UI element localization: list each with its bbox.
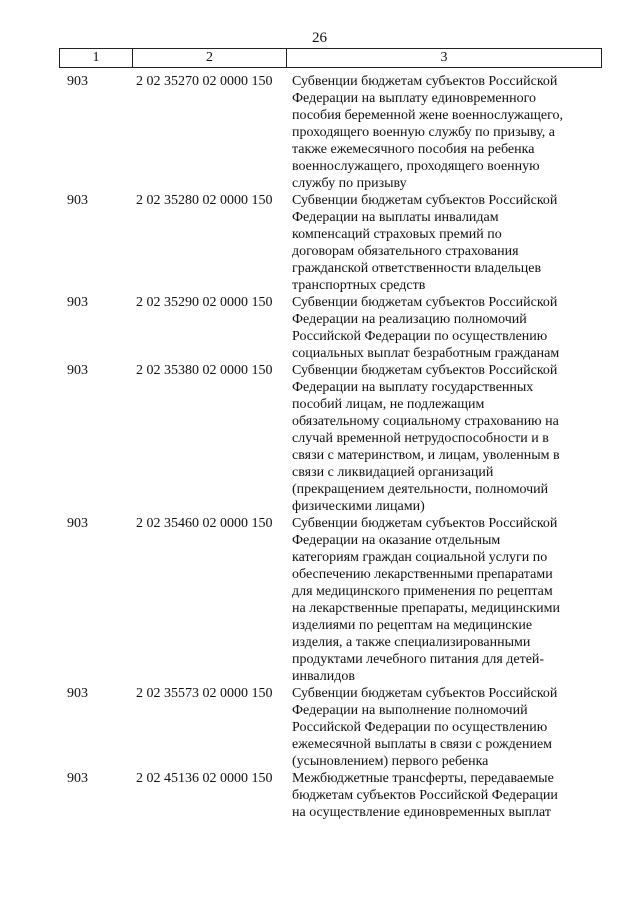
description-line: (прекращением деятельности, полномочий (292, 482, 549, 497)
column-header-3: 3 (440, 50, 448, 65)
description (292, 192, 602, 294)
description (292, 685, 602, 770)
description-line: инвалидов (292, 669, 355, 684)
description-line: случай временной нетрудоспособности и в (292, 431, 549, 446)
kbk-code: 2 02 35280 02 0000 150 (136, 193, 273, 208)
description-line: Субвенции бюджетам субъектов Российской (292, 74, 558, 89)
description-line: транспортных средств (292, 278, 426, 293)
kbk-code: 2 02 35290 02 0000 150 (136, 295, 273, 310)
description-line: для медицинского применения по рецептам (292, 584, 553, 599)
page-number: 26 (312, 30, 327, 46)
description-line: службу по призыву (292, 176, 407, 191)
description-line: Субвенции бюджетам субъектов Российской (292, 686, 558, 701)
description-line: продуктами лечебного питания для детей- (292, 652, 545, 667)
description-line: на лекарственные препараты, медицинскими (292, 601, 561, 616)
description-line: Федерации на выплату единовременного (292, 91, 537, 106)
column-header-1: 1 (60, 49, 133, 67)
admin-code: 903 (67, 516, 88, 531)
description-line: Межбюджетные трансферты, передаваемые (292, 771, 554, 786)
description-line: связи с материнством, и лицам, уволенным в (292, 448, 560, 463)
description-line: Субвенции бюджетам субъектов Российской (292, 193, 558, 208)
kbk-code: 2 02 35573 02 0000 150 (136, 686, 273, 701)
description (292, 73, 602, 192)
description-line: Субвенции бюджетам субъектов Российской (292, 516, 558, 531)
description-line: категориям граждан социальной услуги по (292, 550, 548, 565)
table-body (0, 73, 639, 821)
table-row (0, 685, 639, 770)
description-line: проходящего военную службу по призыву, а (292, 125, 555, 140)
table-row (0, 294, 639, 362)
description-line: изделиями по рецептам на медицинские (292, 618, 533, 633)
kbk-code: 2 02 45136 02 0000 150 (136, 771, 273, 786)
description (292, 362, 602, 515)
table-row (0, 73, 639, 192)
table-row (0, 770, 639, 821)
description-line: Федерации на реализацию полномочий (292, 312, 527, 327)
description-line: обязательному социальному страхованию на (292, 414, 559, 429)
kbk-code: 2 02 35380 02 0000 150 (136, 363, 273, 378)
description-line: бюджетам субъектов Российской Федерации (292, 788, 558, 803)
description-line: гражданской ответственности владельцев (292, 261, 542, 276)
description-line: Российской Федерации по осуществлению (292, 329, 548, 344)
description-line: на осуществление единовременных выплат (292, 805, 551, 820)
description (292, 515, 602, 685)
kbk-code: 2 02 35460 02 0000 150 (136, 516, 273, 531)
description-line: Субвенции бюджетам субъектов Российской (292, 363, 558, 378)
table-row (0, 192, 639, 294)
description-line: военнослужащего, проходящего военную (292, 159, 540, 174)
description-line: связи с ликвидацией организаций (292, 465, 494, 480)
description-line: ежемесячной выплаты в связи с рождением (292, 737, 553, 752)
description-line: Федерации на выплату государственных (292, 380, 534, 395)
kbk-code: 2 02 35270 02 0000 150 (136, 74, 273, 89)
table-row (0, 515, 639, 685)
description (292, 294, 602, 362)
description-line: Субвенции бюджетам субъектов Российской (292, 295, 558, 310)
description (292, 770, 602, 821)
column-header-2: 2 (133, 49, 287, 67)
description-line: договорам обязательного страхования (292, 244, 519, 259)
description-line: Федерации на выплаты инвалидам (292, 210, 499, 225)
description-line: социальных выплат безработным гражданам (292, 346, 560, 361)
description-line: пособия беременной жене военнослужащего, (292, 108, 563, 123)
description-line: Федерации на выполнение полномочий (292, 703, 528, 718)
description-line: физическими лицами) (292, 499, 425, 514)
admin-code: 903 (67, 295, 88, 310)
admin-code: 903 (67, 771, 88, 786)
description-line: пособий лицам, не подлежащим (292, 397, 485, 412)
description-line: компенсаций страховых премий по (292, 227, 502, 242)
table-header (59, 48, 602, 68)
admin-code: 903 (67, 193, 88, 208)
table-row (0, 362, 639, 515)
description-line: обеспечению лекарственными препаратами (292, 567, 553, 582)
description-line: Федерации на оказание отдельным (292, 533, 501, 548)
admin-code: 903 (67, 74, 88, 89)
description-line: также ежемесячного пособия на ребенка (292, 142, 535, 157)
description-line: (усыновлением) первого ребенка (292, 754, 489, 769)
description-line: Российской Федерации по осуществлению (292, 720, 548, 735)
admin-code: 903 (67, 363, 88, 378)
admin-code: 903 (67, 686, 88, 701)
description-line: изделия, а также специализированными (292, 635, 531, 650)
